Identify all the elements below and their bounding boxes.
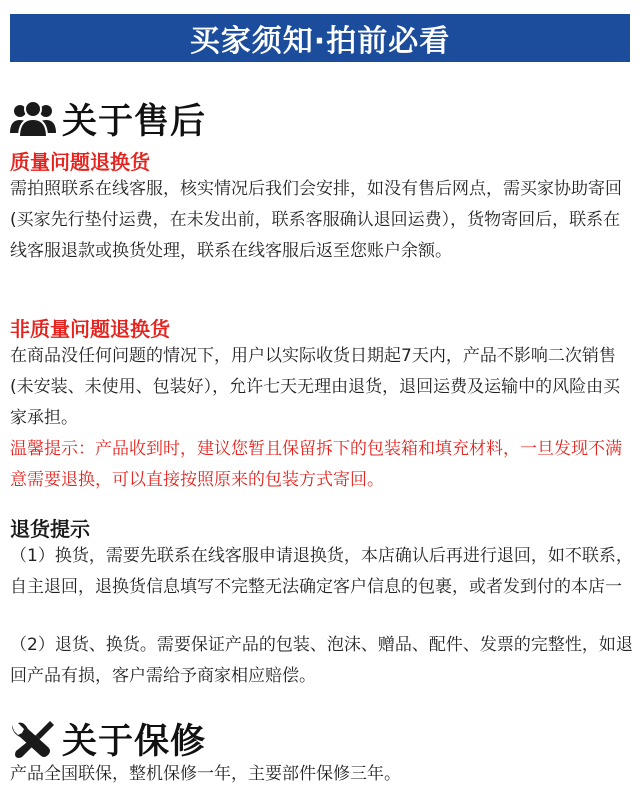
quality-return-heading: 质量问题退换货 — [10, 150, 150, 174]
quality-return-text: 需拍照联系在线客服，核实情况后我们会安排，如没有售后网点，需买家协助寄回(买家先行垫付运费，在未发出前，联系客服确认退回运费），货物寄回后，联系在线客服退款或换货处理，联系在线客服后返至您账户余额。 — [10, 179, 622, 261]
banner-title: 买家须知·拍前必看 — [189, 24, 451, 59]
wrench-screwdriver-icon — [10, 719, 56, 759]
warranty-title: 关于保修 — [62, 722, 207, 762]
after-sales-title: 关于售后 — [62, 102, 207, 142]
header-banner — [10, 14, 630, 62]
users-icon — [10, 99, 56, 139]
return-tips-heading: 退货提示 — [10, 517, 90, 541]
return-tip-1: （1）换货，需要先联系在线客服申请退换货，本店确认后再进行退回，如不联系，自主退回，退换货信息填写不完整无法确定客户信息的包裹，或者发到付的本店一 — [10, 546, 633, 597]
warranty-text: 产品全国联保，整机保修一年，主要部件保修三年。 — [10, 764, 401, 784]
non-quality-return-text: 在商品没任何问题的情况下，用户以实际收货日期起7天内，产品不影响二次销售(未安装、未使用、包装好），允许七天无理由退货，退回运费及运输中的风险由买家承担。 — [10, 346, 621, 428]
return-tip-2: （2）退货、换货。需要保证产品的包装、泡沫、赠品、配件、发票的完整性，如退回产品有损，客户需给予商家相应赔偿。 — [10, 635, 633, 686]
non-quality-return-heading: 非质量问题退换货 — [10, 317, 170, 341]
after-sales-heading — [10, 94, 206, 144]
warranty-heading — [10, 714, 206, 764]
warm-notice: 温馨提示：产品收到时，建议您暂且保留拆下的包装箱和填充材料，一旦发现不满意需要退换，可以直接按照原来的包装方式寄回。 — [10, 439, 622, 490]
